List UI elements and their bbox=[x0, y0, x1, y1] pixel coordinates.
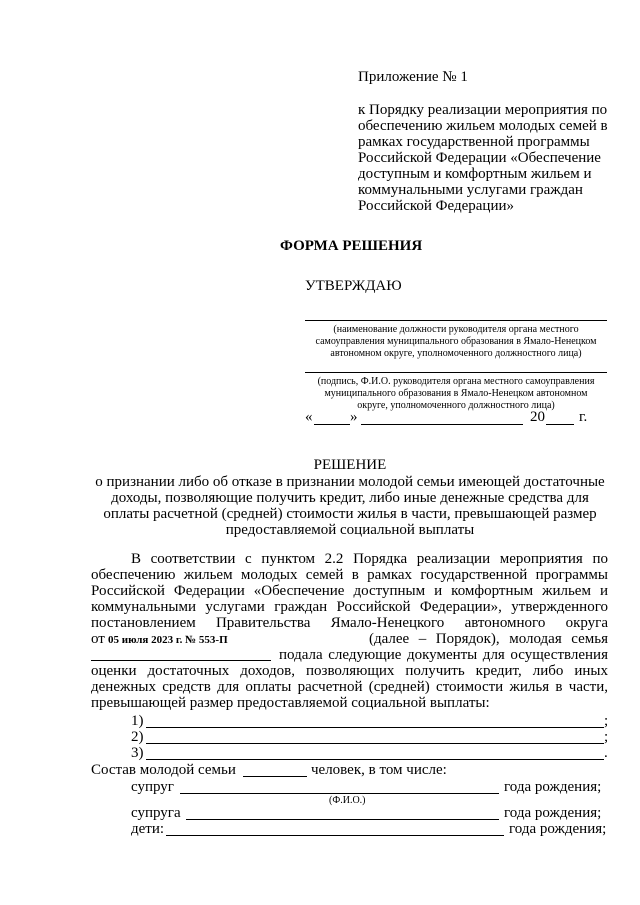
document-number: 1) bbox=[131, 713, 144, 729]
appendix-line: Российской Федерации» bbox=[358, 198, 515, 214]
signature-caption: округе, уполномоченного должностного лица) bbox=[357, 400, 555, 411]
form-title: ФОРМА РЕШЕНИЯ bbox=[280, 238, 423, 254]
document-line bbox=[146, 743, 604, 744]
day-line bbox=[314, 424, 350, 425]
position-line bbox=[305, 320, 607, 321]
composition-suffix: человек, в том числе: bbox=[311, 762, 447, 778]
children-label: дети: bbox=[131, 821, 165, 837]
body-line6-suffix: (далее – Порядок), молодая семья bbox=[369, 631, 608, 647]
body-line: оценки достаточных доходов, позволяющих получить кредит, либо иных bbox=[91, 663, 608, 679]
body-line: денежных средств для оплаты расчетной (средней) стоимости жилья в части, bbox=[91, 679, 608, 695]
position-caption: (наименование должности руководителя органа местного bbox=[333, 324, 579, 335]
decision-subtitle: доходы, позволяющие получить кредит, либо иные денежные средства для bbox=[111, 490, 589, 506]
signature-caption: муниципального образования в Ямало-Ненецком автономном bbox=[324, 388, 588, 399]
body-line: обеспечению жильем молодых семей в рамках государственной программы bbox=[91, 567, 608, 583]
composition-count-line bbox=[243, 776, 307, 777]
appendix-line: к Порядку реализации мероприятия по bbox=[358, 102, 608, 118]
year-line bbox=[546, 424, 574, 425]
approval-heading: УТВЕРЖДАЮ bbox=[305, 278, 402, 294]
document-number: 2) bbox=[131, 729, 144, 745]
date-open-quote: « bbox=[305, 409, 313, 425]
year-suffix: г. bbox=[579, 409, 588, 425]
signature-line bbox=[305, 372, 607, 373]
signature-caption: (подпись, Ф.И.О. руководителя органа местного самоуправления bbox=[317, 376, 595, 387]
husband-line bbox=[180, 793, 499, 794]
document-end: ; bbox=[604, 729, 609, 745]
year-prefix: 20 bbox=[530, 409, 545, 425]
decision-subtitle: оплаты расчетной (средней) стоимости жилья в части, превышающей размер bbox=[103, 506, 597, 522]
wife-label: супруга bbox=[131, 805, 181, 821]
document-end: . bbox=[604, 745, 608, 761]
children-line bbox=[166, 835, 504, 836]
body-line6-prefix: от bbox=[91, 631, 105, 647]
document-line bbox=[146, 759, 604, 760]
decision-heading: РЕШЕНИЕ bbox=[313, 457, 387, 473]
appendix-title: Приложение № 1 bbox=[358, 69, 468, 85]
body-line: В соответствии с пунктом 2.2 Порядка реализации мероприятия по bbox=[131, 551, 608, 567]
appendix-line: рамках государственной программы bbox=[358, 134, 590, 150]
birth-year-label: года рождения; bbox=[504, 779, 602, 795]
wife-line bbox=[186, 819, 499, 820]
position-caption: самоуправления муниципального образования в Ямало-Ненецком bbox=[315, 336, 597, 347]
position-caption: автономном округе, уполномоченного должностного лица) bbox=[330, 348, 582, 359]
month-line bbox=[361, 424, 523, 425]
family-name-line bbox=[91, 660, 271, 661]
body-line7-suffix: подала следующие документы для осуществления bbox=[279, 647, 608, 663]
appendix-line: обеспечению жильем молодых семей в bbox=[358, 118, 608, 134]
decision-subtitle: о признании либо об отказе в признании молодой семьи имеющей достаточные bbox=[95, 474, 605, 490]
decree-stamp: 05 июля 2023 г. № 553-П bbox=[108, 634, 228, 646]
date-close-quote: » bbox=[350, 409, 358, 425]
husband-label: супруг bbox=[131, 779, 174, 795]
appendix-line: Российской Федерации «Обеспечение bbox=[358, 150, 601, 166]
body-line: Российской Федерации «Обеспечение доступным и комфортным жильем и bbox=[91, 583, 608, 599]
document-end: ; bbox=[604, 713, 609, 729]
document-line bbox=[146, 727, 604, 728]
appendix-line: доступным и комфортным жильем и bbox=[358, 166, 592, 182]
body-line: постановлением Правительства Ямало-Ненецкого автономного округа bbox=[91, 615, 608, 631]
birth-year-label: года рождения; bbox=[509, 821, 607, 837]
fio-caption: (Ф.И.О.) bbox=[329, 795, 366, 806]
body-line: превышающей размер предоставляемой социальной выплаты: bbox=[91, 695, 490, 711]
appendix-line: коммунальными услугами граждан bbox=[358, 182, 583, 198]
birth-year-label: года рождения; bbox=[504, 805, 602, 821]
document-number: 3) bbox=[131, 745, 144, 761]
decision-subtitle: предоставляемой социальной выплаты bbox=[225, 522, 475, 538]
body-line: коммунальными услугами граждан Российской Федерации», утвержденного bbox=[91, 599, 608, 615]
composition-prefix: Состав молодой семьи bbox=[91, 762, 236, 778]
